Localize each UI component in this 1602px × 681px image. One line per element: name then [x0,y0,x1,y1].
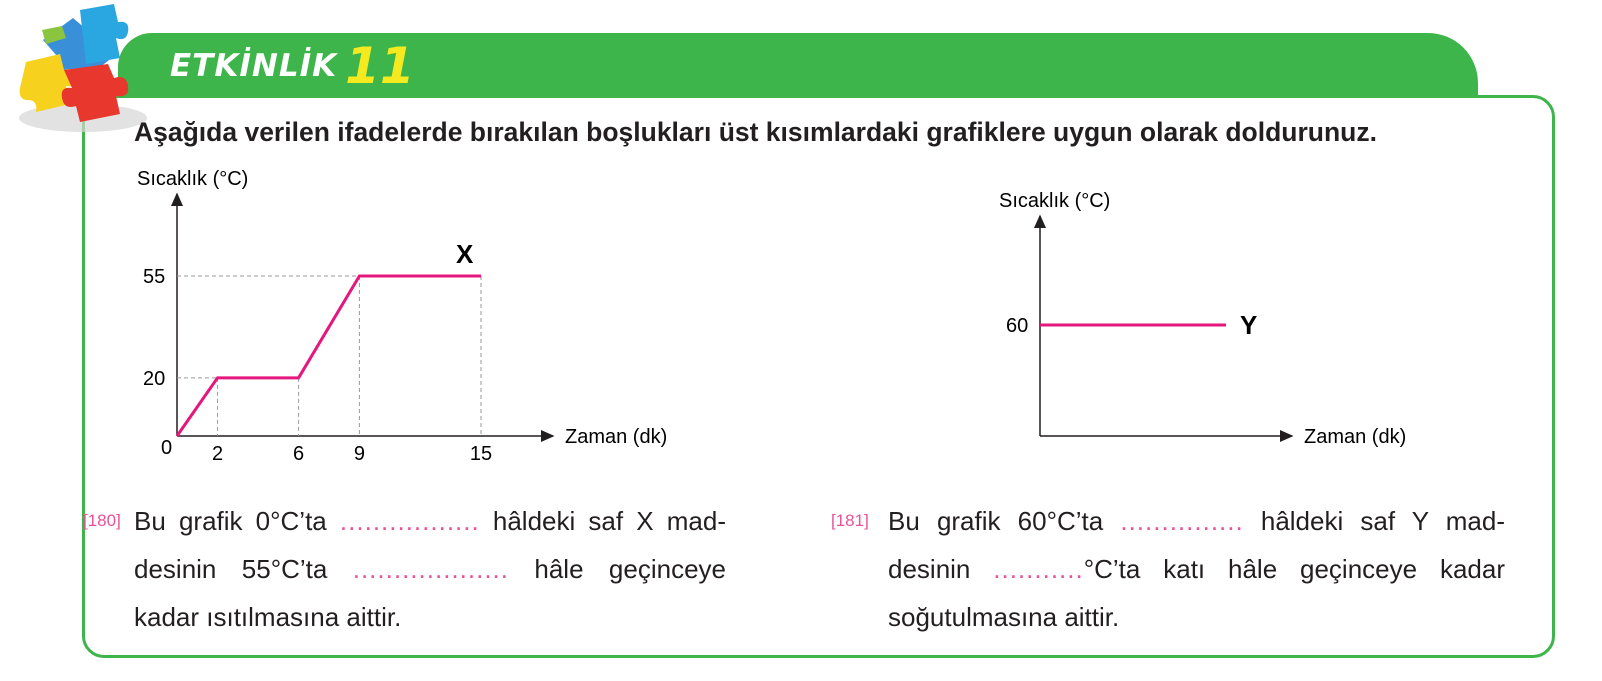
question-181-line-1: Bu grafik 60°C’ta ............... hâldeki saf Y mad- [888,506,1505,536]
chart-y [990,180,1450,480]
question-180-line-2: desinin 55°C’ta ................... hâle geçinceye [134,554,726,584]
activity-title-word: ETKİNLİK [170,48,338,84]
answer-blank[interactable]: ................... [352,554,509,584]
chart-x-ytick: 55 [143,266,166,288]
question-180 [134,497,726,641]
answer-blank[interactable]: ............... [1120,506,1244,536]
chart-x-xtick: 15 [469,443,493,465]
question-180-line-3: kadar ısıtılmasına aittir. [134,602,402,632]
chart-x [125,160,705,480]
question-180-line-1: Bu grafik 0°C’ta ................. hâldeki saf X mad- [134,506,726,536]
instruction-text: Aşağıda verilen ifadelerde bırakılan boşlukları üst kısımlardaki grafiklere uygun olarak doldurunuz. [134,117,1377,147]
question-181-line-3: soğutulmasına aittir. [888,602,1120,632]
chart-x-xlabel: Zaman (dk) [565,426,668,448]
chart-x-xtick: 6 [293,443,305,465]
activity-number: 11 [345,37,415,95]
question-181-line-2: desinin ...........°C’ta katı hâle geçinceye kadar [888,554,1505,584]
chart-x-ylabel: Sıcaklık (°C) [137,168,249,190]
chart-y-series-label: Y [1240,310,1258,340]
answer-blank[interactable]: ........... [993,554,1084,584]
activity-title [170,37,415,95]
answer-blank[interactable]: ................. [339,506,480,536]
chart-x-ytick: 20 [143,367,166,390]
chart-x-xtick: 2 [211,443,224,465]
chart-x-origin-label: 0 [161,437,173,459]
chart-y-ylabel: Sıcaklık (°C) [999,190,1111,212]
chart-y-xlabel: Zaman (dk) [1304,426,1407,448]
chart-x-xtick: 9 [353,443,365,465]
chart-y-ytick-60: 60 [1006,315,1029,337]
chart-x-series-line [177,276,481,436]
question-number-180: [180] [83,511,121,530]
question-number-181: [181] [831,511,869,530]
question-181 [888,497,1505,641]
chart-x-series-label: X [456,239,474,269]
